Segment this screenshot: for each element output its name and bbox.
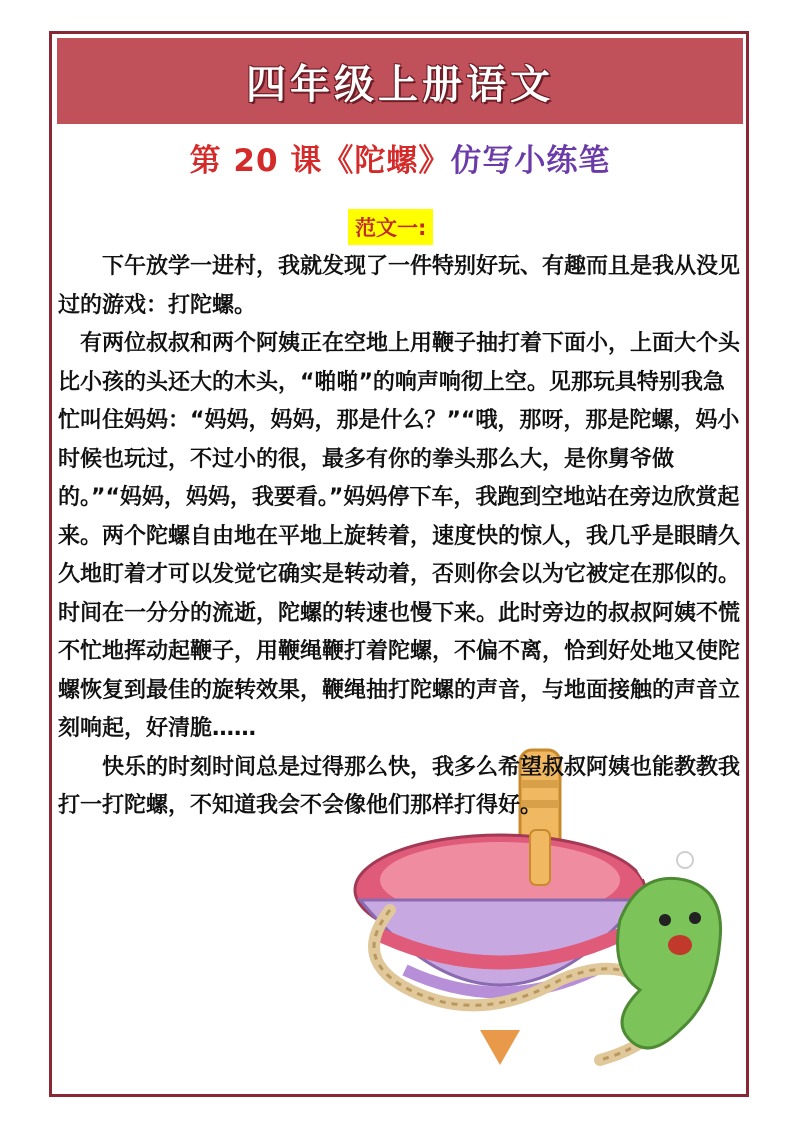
title-banner [57,38,743,124]
lesson-name: 第 20 课《陀螺》 [189,143,451,179]
paragraph-1: 下午放学一进村，我就发现了一件特别好玩、有趣而且是我从没见过的游戏：打陀螺。 [58,254,741,318]
page-title: 四年级上册语文 [246,61,554,108]
paragraph-3: 快乐的时刻时间总是过得那么快，我多么希望叔叔阿姨也能教教我打一打陀螺，不知道我会不会像他们那样打得好。 [58,754,741,818]
section-label: 范文一: [348,209,433,245]
spinning-top-icon [355,830,645,1065]
task-name: 仿写小练笔 [450,143,611,179]
lesson-subtitle [0,135,800,180]
essay-body [58,248,742,826]
paragraph-2: 有两位叔叔和两个阿姨正在空地上用鞭子抽打着下面小，上面大个头比小孩的头还大的木头，“啪啪”的响声响彻上空。见那玩具特别我急忙叫住妈妈：“妈妈，妈妈，那是什么？”“哦，那呀，那是陀螺，妈小时候也玩过，不过小的很，最多有你的拳头那么大，是你舅爷做的。”“妈妈，妈妈，我要看。”妈妈停下车，我跑到空地站在旁边欣赏起来。两个陀螺自由地在平地上旋转着，速度快的惊人，我几乎是眼睛久久地盯着才可以发觉它确实是转动着，否则你会以为它被定在那似的。时间在一分分的流逝，陀螺的转速也慢下来。此时旁边的叔叔阿姨不慌不忙地挥动起鞭子，用鞭绳鞭打着陀螺，不偏不离，恰到好处地又使陀螺恢复到最佳的旋转效果，鞭绳抽打陀螺的声音，与地面接触的声音立刻响起，好清脆…… [58,331,741,741]
